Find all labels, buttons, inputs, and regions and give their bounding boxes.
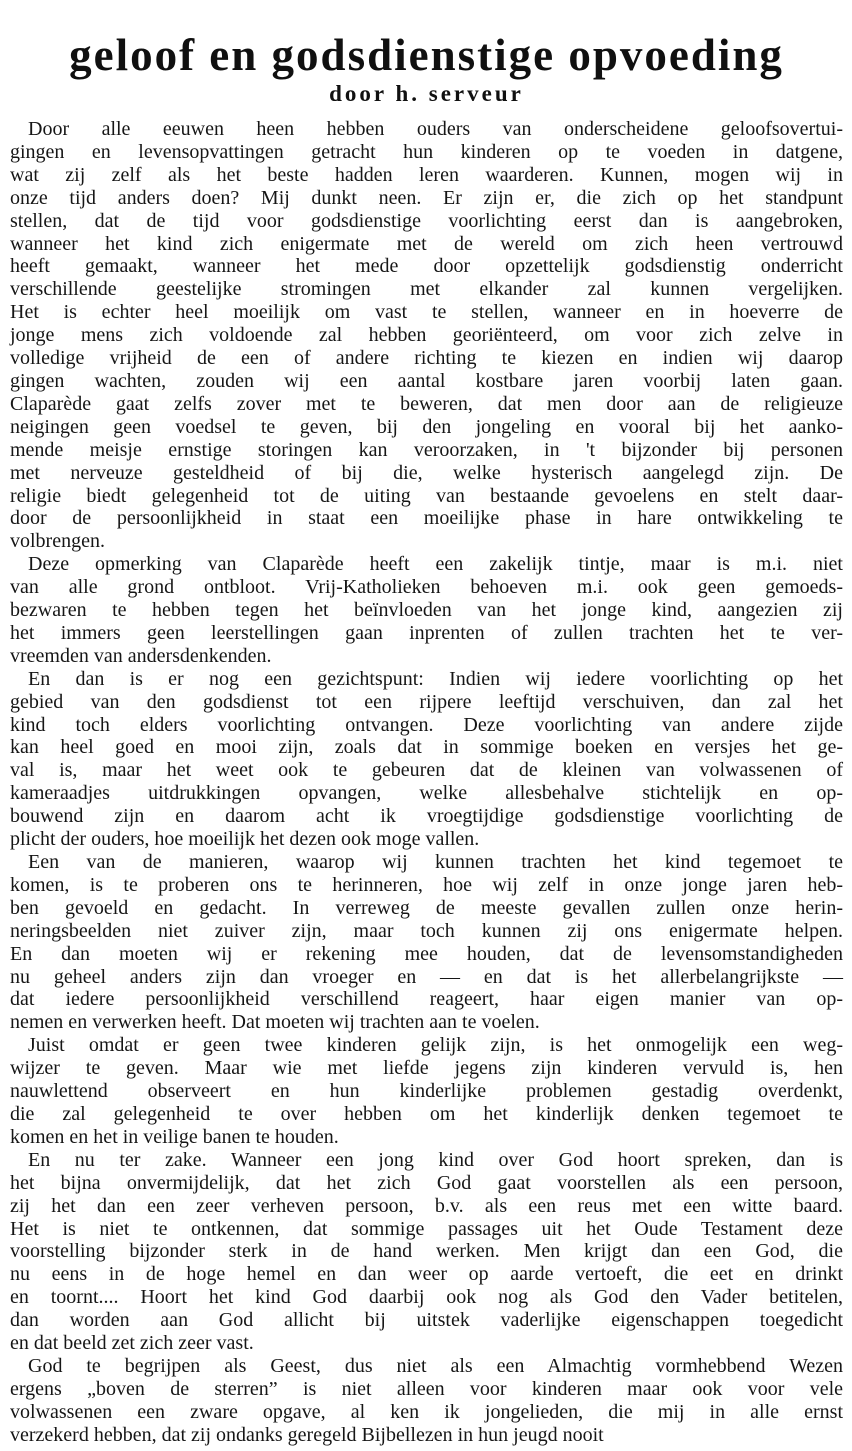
text-line: het immers geen leerstellingen gaan inprenten of zullen trachten het te ver-: [10, 621, 843, 644]
text-line: die zal gelegenheid te over hebben om het kinderlijk denken tegemoet te: [10, 1102, 843, 1125]
text-line: het bijna onvermijdelijk, dat het zich God gaat voorstellen als een persoon,: [10, 1171, 843, 1194]
paragraph: [10, 1355, 843, 1447]
text-line: komen en het in veilige banen te houden.: [10, 1125, 339, 1148]
text-line: religie biedt gelegenheid tot de uiting van bestaande gevoelens en stelt daar-: [10, 484, 843, 507]
text-line: kameraadjes uitdrukkingen opvangen, welke allesbehalve stichtelijk en op-: [10, 782, 843, 805]
text-line: Claparède gaat zelfs zover met te beweren, dat men door aan de religieuze: [10, 392, 843, 415]
text-line: neringsbeelden niet zuiver zijn, maar toch kunnen zij ons enigermate helpen.: [10, 919, 843, 942]
text-line: wijzer te geven. Maar wie met liefde jegens zijn kinderen vervuld is, hen: [10, 1057, 843, 1080]
text-line: nemen en verwerken heeft. Dat moeten wij trachten aan te voelen.: [10, 1011, 540, 1034]
text-line: val is, maar het weet ook te gebeuren dat de kleinen van volwassenen of: [10, 759, 843, 782]
text-line: dat iedere persoonlijkheid verschillend reageert, haar eigen manier van op-: [10, 988, 843, 1011]
text-line: ben gevoeld en gedacht. In verreweg de meeste gevallen zullen onze herin-: [10, 896, 843, 919]
text-line: ergens „boven de sterren” is niet alleen voor kinderen maar ook voor vele: [10, 1377, 843, 1400]
text-line: jonge mens zich voldoende zal hebben georiënteerd, om voor zich zelve in: [10, 324, 843, 347]
text-line: neigingen geen voedsel te geven, bij den jongeling en vooral bij het aanko-: [10, 415, 843, 438]
article-byline: door h. serveur: [329, 81, 524, 106]
paragraph: [10, 118, 843, 553]
text-line: En dan is er nog een gezichtspunt: Indien wij iedere voorlichting op het: [28, 667, 843, 690]
text-line: Juist omdat er geen twee kinderen gelijk zijn, is het onmogelijk een weg-: [28, 1034, 843, 1057]
text-line: wanneer het kind zich enigermate met de wereld om zich heen vertrouwd: [10, 232, 843, 255]
paragraph: [10, 851, 843, 1034]
text-line: gebied van den godsdienst tot een rijpere leeftijd verschuiven, dan zal het: [10, 690, 843, 713]
text-line: mende meisje ernstige storingen kan veroorzaken, in 't bijzonder bij personen: [10, 438, 843, 461]
article-body: [10, 118, 843, 1447]
text-line: gingen en levensopvattingen getracht hun kinderen op te voeden in datgene,: [10, 140, 843, 163]
text-line: bezwaren te hebben tegen het beïnvloeden van het jonge kind, aangezien zij: [10, 599, 843, 622]
text-line: met nerveuze gesteldheid of bij die, welke hysterisch aangelegd zijn. De: [10, 461, 843, 484]
text-line: door de persoonlijkheid in staat een moeilijke phase in hare ontwikkeling te: [10, 507, 843, 530]
text-line: Door alle eeuwen heen hebben ouders van onderscheidene geloofsovertui-: [28, 118, 843, 140]
text-line: volwassenen een zware opgave, al ken ik jongelieden, die mij in alle ernst: [10, 1400, 843, 1423]
paragraph: [10, 668, 843, 851]
text-line: gingen wachten, zouden wij een aantal kostbare jaren voorbij laten gaan.: [10, 369, 843, 392]
text-line: bouwend zijn en daarom acht ik vroegtijdige godsdienstige voorlichting de: [10, 805, 843, 828]
paragraph: [10, 1034, 843, 1149]
text-line: En nu ter zake. Wanneer een jong kind over God hoort spreken, dan is: [28, 1148, 843, 1171]
text-line: Het is echter heel moeilijk om vast te stellen, wanneer en in hoeverre de: [10, 301, 843, 324]
text-line: nu geheel anders zijn dan vroeger en — en dat is het allerbelangrijkste —: [10, 965, 843, 988]
text-line: Deze opmerking van Claparède heeft een zakelijk tintje, maar is m.i. niet: [28, 553, 843, 576]
text-line: van alle grond ontbloot. Vrij-Katholieken behoeven m.i. ook geen gemoeds-: [10, 576, 843, 599]
text-line: kan heel goed en mooi zijn, zoals dat in sommige boeken en versjes het ge-: [10, 736, 843, 759]
text-line: volledige vrijheid de een of andere richting te kiezen en indien wij daarop: [10, 347, 843, 370]
text-line: heeft gemaakt, wanneer het mede door opzettelijk godsdienstig onderricht: [10, 255, 843, 278]
text-line: verzekerd hebben, dat zij ondanks geregeld Bijbellezen in hun jeugd nooit: [10, 1423, 604, 1446]
text-line: Een van de manieren, waarop wij kunnen trachten het kind tegemoet te: [28, 851, 843, 873]
text-line: verschillende geestelijke stromingen met elkander zal kunnen vergelijken.: [10, 278, 843, 301]
text-line: Het is niet te ontkennen, dat sommige passages uit het Oude Testament deze: [10, 1217, 843, 1240]
text-line: En dan moeten wij er rekening mee houden, dat de levensomstandigheden: [10, 942, 843, 965]
text-line: volbrengen.: [10, 530, 105, 553]
text-line: vreemden van andersdenkenden.: [10, 644, 272, 667]
text-line: plicht der ouders, hoe moeilijk het dezen ook moge vallen.: [10, 828, 480, 851]
text-line: zij het dan een zeer verheven persoon, b.v. als een reus met een witte baard.: [10, 1194, 843, 1217]
text-line: komen, is te proberen ons te herinneren, hoe wij zelf in onze jonge jaren heb-: [10, 873, 843, 896]
text-line: en dat beeld zet zich zeer vast.: [10, 1332, 254, 1355]
text-line: en toornt.... Hoort het kind God daarbij ook nog als God den Vader betitelen,: [10, 1286, 843, 1309]
article-title: geloof en godsdienstige opvoeding: [69, 30, 784, 80]
paragraph: [10, 553, 843, 668]
paragraph: [10, 1149, 843, 1355]
text-line: stellen, dat de tijd voor godsdienstige voorlichting eerst dan is aangebroken,: [10, 209, 843, 232]
text-line: voorstelling bijzonder sterk in de hand werken. Men krijgt dan een God, die: [10, 1240, 843, 1263]
text-line: dan worden aan God allicht bij uitstek vaderlijke eigenschappen toegedicht: [10, 1309, 843, 1332]
text-line: nu eens in de hoge hemel en dan weer op aarde vertoeft, die eet en drinkt: [10, 1263, 843, 1286]
text-line: wat zij zelf als het beste hadden leren waarderen. Kunnen, mogen wij in: [10, 163, 843, 186]
text-line: nauwlettend observeert en hun kinderlijke problemen gestadig overdenkt,: [10, 1080, 843, 1103]
text-line: kind toch elders voorlichting ontvangen. Deze voorlichting van andere zijde: [10, 713, 843, 736]
text-line: onze tijd anders doen? Mij dunkt neen. Er zijn er, die zich op het standpunt: [10, 186, 843, 209]
text-line: God te begrijpen als Geest, dus niet als een Almachtig vormhebbend Wezen: [28, 1354, 843, 1377]
